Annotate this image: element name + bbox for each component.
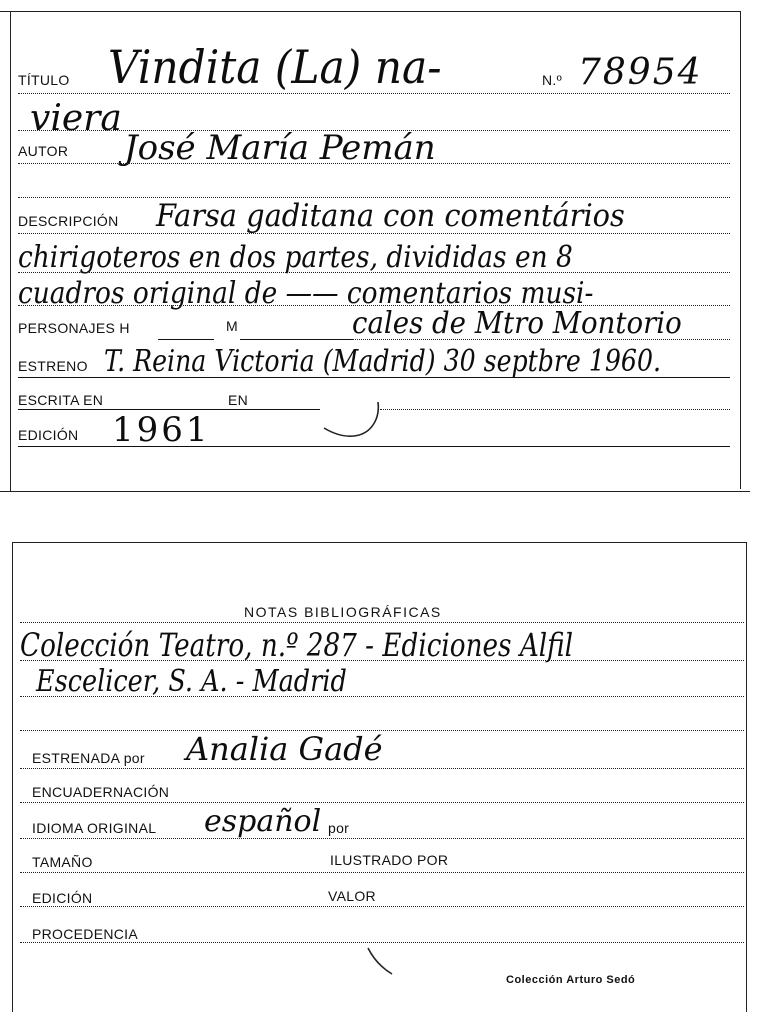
stray-ink-mark-2 — [366, 946, 396, 976]
estreno-rule — [18, 377, 730, 378]
notas-line-2: Escelicer, S. A. - Madrid — [36, 664, 347, 699]
personajes-h-line — [158, 339, 214, 340]
edicion-value: 1961 — [112, 410, 211, 450]
personajes-label: PERSONAJES H — [18, 320, 130, 336]
edicion-rule — [18, 446, 730, 447]
estreno-value: T. Reina Victoria (Madrid) 30 septbre 1960. — [104, 344, 661, 379]
procedencia-label: PROCEDENCIA — [32, 926, 138, 942]
titulo-value-cont: viera — [30, 98, 122, 139]
valor-label: VALOR — [328, 888, 376, 904]
notas-rule-2 — [20, 696, 744, 697]
escrita-en-label-2: EN — [228, 392, 249, 408]
collection-caption: Colección Arturo Sedó — [506, 974, 636, 986]
tamano-rule — [20, 872, 744, 873]
notas-line-1: Colección Teatro, n.º 287 - Ediciones Alfil — [20, 626, 574, 664]
descripcion-label: DESCRIPCIÓN — [18, 213, 119, 229]
card-right-edge — [740, 11, 741, 489]
personajes-m-line — [240, 339, 352, 340]
titulo-rule — [18, 93, 730, 94]
titulo-value: Vindita (La) na- — [108, 40, 442, 94]
personajes-rule — [352, 339, 730, 340]
idioma-por-label: por — [328, 820, 350, 836]
edicion-rule-back — [20, 906, 744, 907]
estrenada-value: Analia Gadé — [186, 730, 383, 768]
autor-rule — [18, 163, 730, 164]
descripcion-rule-1 — [18, 233, 730, 234]
descripcion-line-4: cales de Mtro Montorio — [352, 306, 682, 341]
numero-value: 78954 — [578, 52, 703, 93]
estreno-label: ESTRENO — [18, 358, 88, 374]
encuadernacion-label: ENCUADERNACIÓN — [32, 784, 170, 800]
estrenada-rule — [20, 768, 744, 769]
catalog-card-front — [0, 0, 759, 500]
descripcion-rule-2 — [18, 272, 730, 273]
card-left-edge — [12, 542, 13, 1012]
edicion-label-back: EDICIÓN — [32, 890, 93, 906]
estrenada-label: ESTRENADA por — [32, 750, 145, 766]
notas-rule-0 — [20, 622, 744, 623]
card-right-edge — [746, 542, 747, 1012]
card-left-edge — [10, 11, 11, 491]
escrita-en-label: ESCRITA EN — [18, 392, 104, 408]
card-top-edge — [12, 542, 747, 543]
idioma-rule — [20, 838, 744, 839]
autor-value: José María Pemán — [124, 128, 436, 168]
titulo-label: TÍTULO — [18, 72, 70, 88]
edicion-label: EDICIÓN — [18, 427, 79, 443]
card-top-edge — [0, 11, 740, 12]
ilustrado-label: ILUSTRADO POR — [330, 852, 449, 868]
idioma-label: IDIOMA ORIGINAL — [32, 820, 157, 836]
autor-label: AUTOR — [18, 143, 69, 159]
stray-ink-mark — [320, 398, 384, 444]
numero-label: N.º — [542, 72, 563, 88]
personajes-m-label: M — [226, 318, 238, 334]
procedencia-rule — [20, 942, 744, 943]
tamano-label: TAMAÑO — [32, 854, 93, 870]
encuadernacion-rule — [20, 802, 744, 803]
descripcion-line-3: cuadros original de —— comentarios musi- — [18, 276, 594, 311]
descripcion-line-1: Farsa gaditana con comentários — [156, 198, 625, 234]
notas-heading: NOTAS BIBLIOGRÁFICAS — [244, 604, 442, 620]
catalog-card-back — [0, 538, 759, 1028]
escrita-en-rule-2 — [380, 409, 730, 410]
notas-rule-1 — [20, 660, 744, 661]
idioma-value: español — [204, 804, 322, 839]
card-bottom-edge — [0, 491, 750, 492]
descripcion-line-2: chirigoteros en dos partes, divididas en 8 — [18, 240, 573, 275]
